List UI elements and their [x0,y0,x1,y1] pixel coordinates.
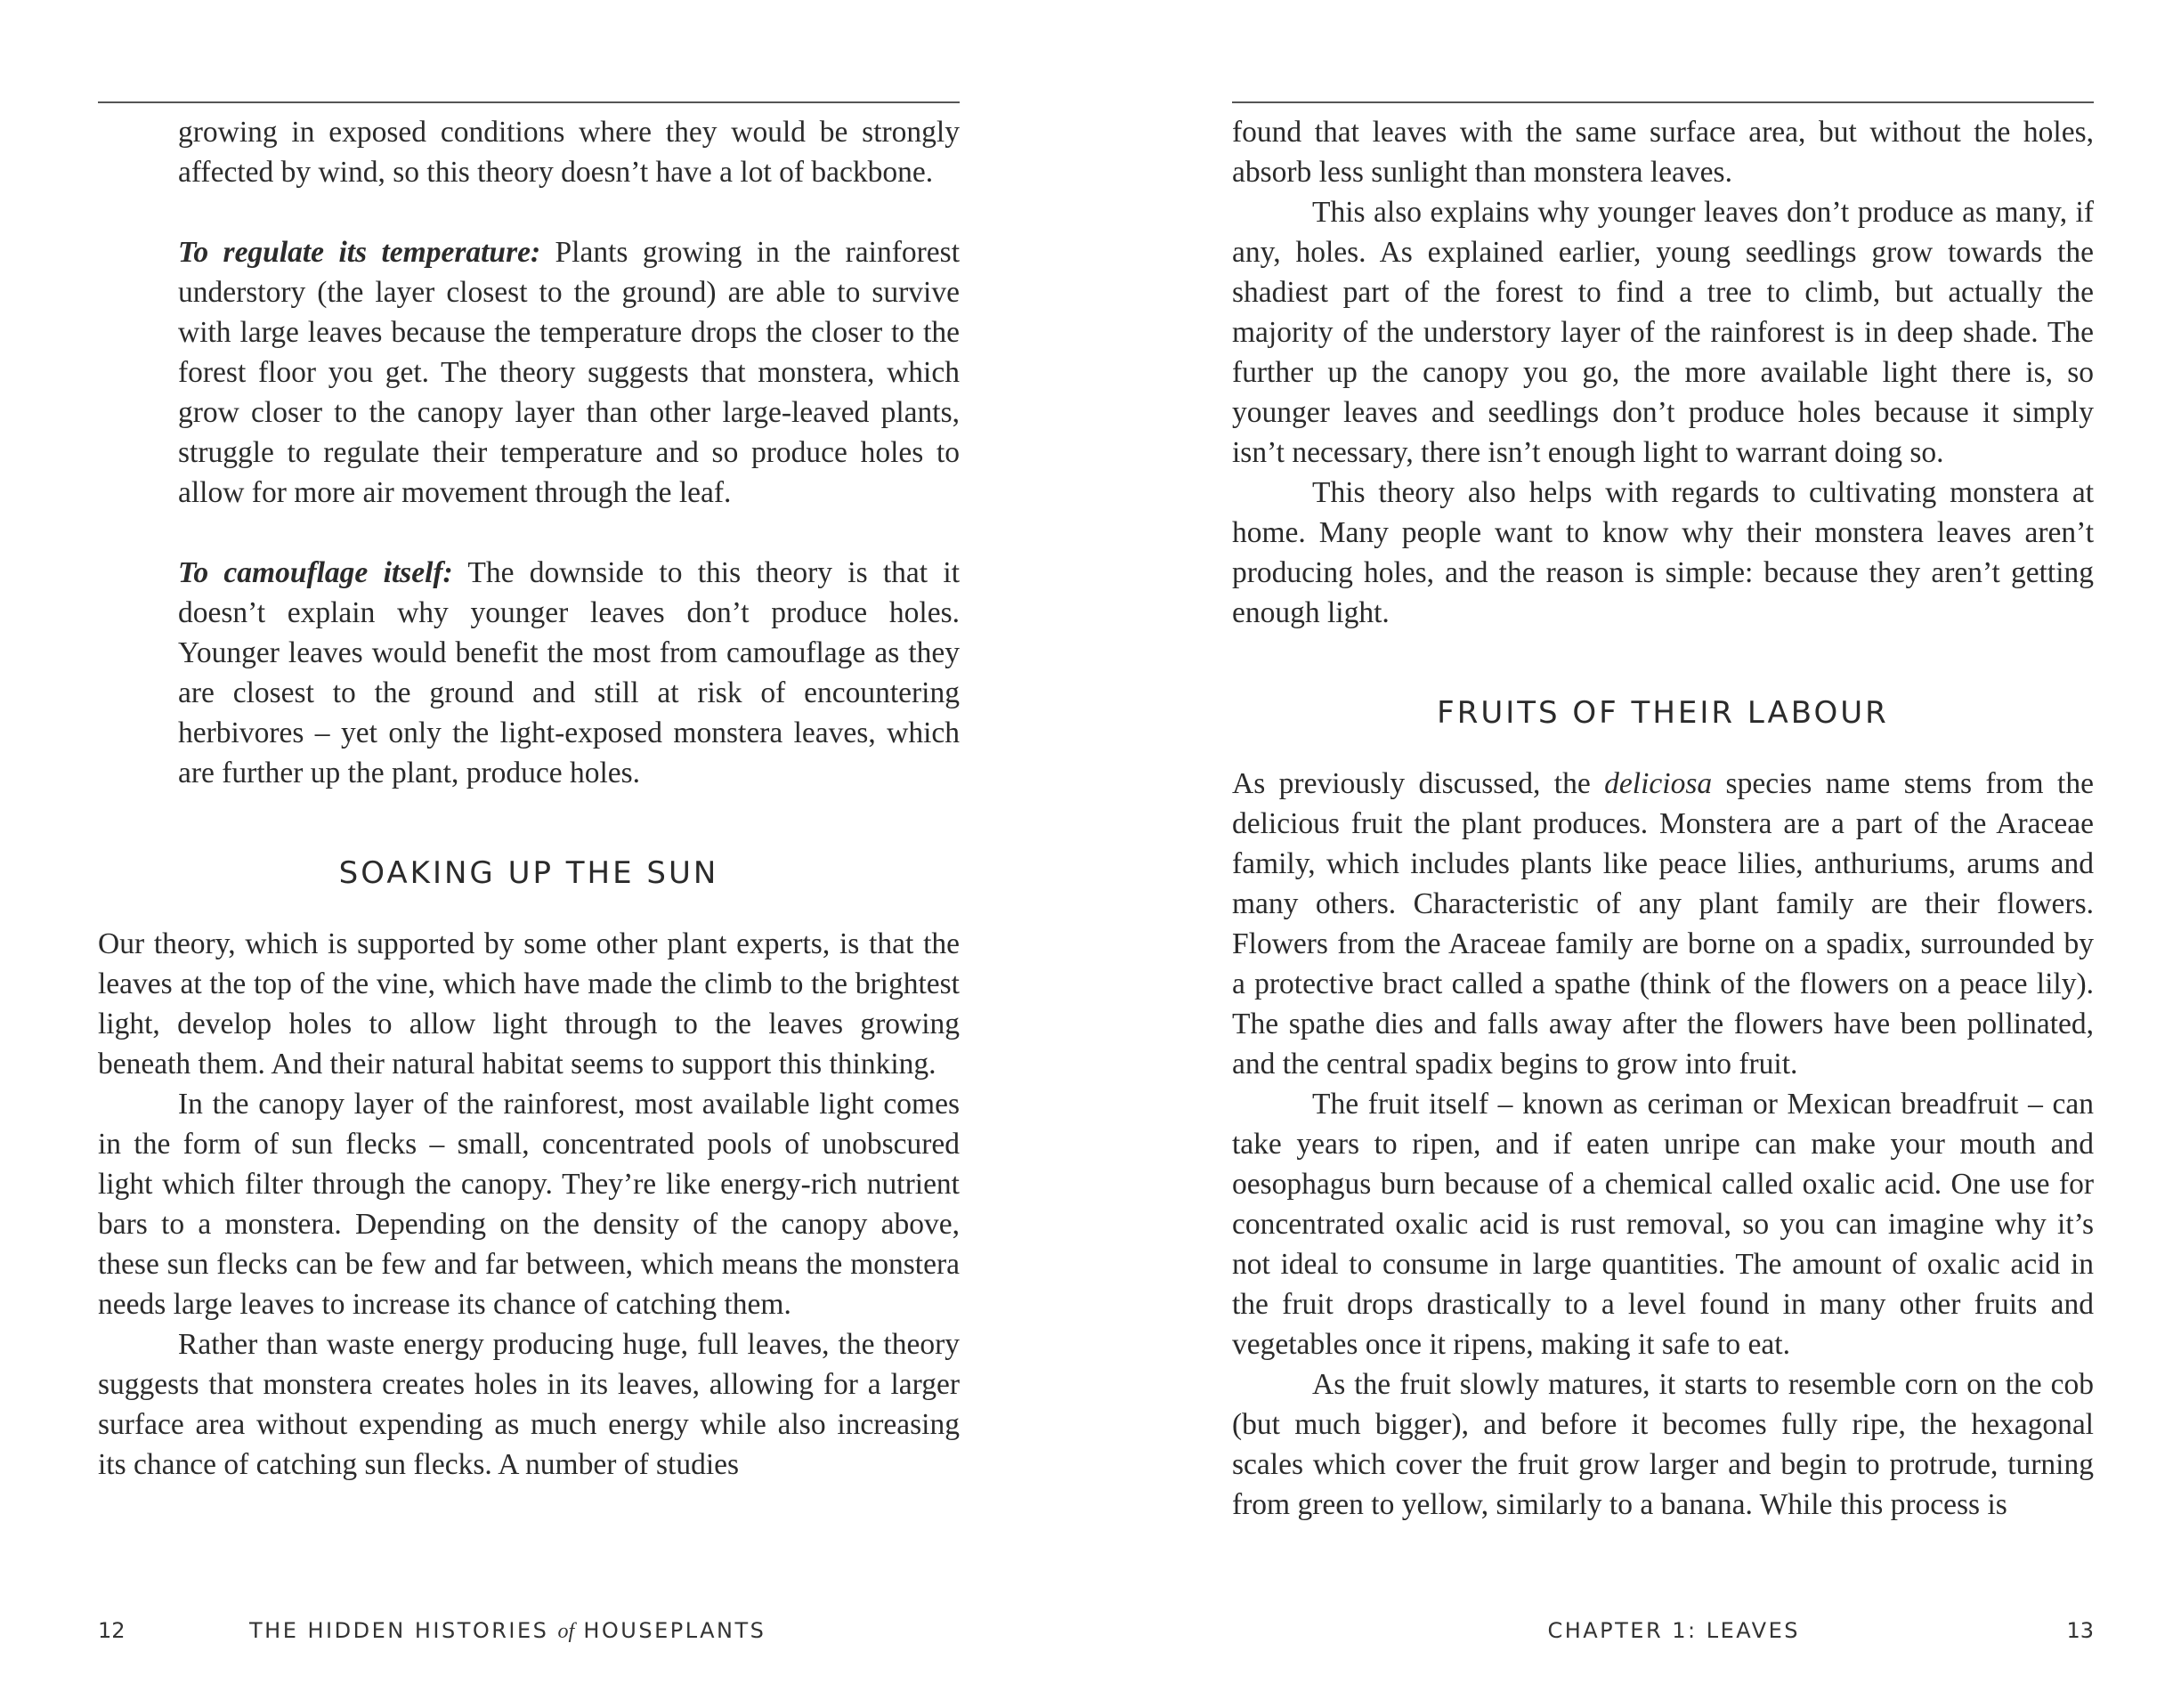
top-rule [1232,101,2094,103]
continued-paragraph: found that leaves with the same surface area, but without the holes, absorb less sunlight than monstera leaves. [1232,116,2094,189]
text-run: As previously discussed, the [1232,767,1605,800]
right-page [1232,0,2094,1708]
body-paragraph: This also explains why younger leaves don’t produce as many, if any, holes. As explained earlier, young seedlings grow towards the shadiest part of the forest to find a tree to climb, but actually the majority of the understory layer of the rainforest is in deep shade. The further up the canopy you go, the more available light there is, so younger leaves and seedlings don’t produce holes because it simply isn’t necessary, there isn’t enough light to warrant doing so. [1232,196,2094,469]
left-page [98,0,960,1708]
body-paragraph: Rather than waste energy producing huge, full leaves, the theory suggests that monstera creates holes in its leaves, allowing for a larger surface area without expending as much energy while also increasing its chance of catching sun flecks. A number of studies [98,1328,960,1481]
running-title-part: THE HIDDEN HISTORIES [249,1618,558,1643]
left-page-body [98,112,960,1485]
right-page-body [1232,112,2094,1525]
theory-camouflage [178,553,960,793]
body-paragraph: Our theory, which is supported by some other plant experts, is that the leaves at the top of the vine, which have made the climb to the brightest light, develop holes to allow light through to the leaves growing beneath them. And their natural habitat seems to support this thinking. [98,927,960,1081]
theory-temperature-body: Plants growing in the rainforest understory (the layer closest to the ground) are able to survive with large leaves because the temperature drops the closer to the forest floor you get. The theory suggests that monstera, which grow closer to the canopy layer than other large-leaved plants, struggle to regulate their temperature and so produce holes to allow for more air movement through the leaf. [178,236,961,509]
running-title [249,1618,766,1644]
theory-temperature [178,232,960,513]
body-paragraph: The fruit itself – known as ceriman or Mexican breadfruit – can take years to ripen, and if eaten unripe can make your mouth and oesophagus burn because of a chemical called oxalic acid. One use for concentrated oxalic acid is rust removal, so you can imagine why it’s not ideal to consume in large quantities. The amount of oxalic acid in the fruit drops drastically to a level found in many other fruits and vegetables once it ripens, making it safe to eat. [1232,1088,2094,1361]
top-rule [98,101,960,103]
theory-camouflage-lead: To camouflage itself: [178,556,453,589]
theory-camouflage-body: The downside to this theory is that it doesn’t explain why younger leaves don’t produce holes. Younger leaves would benefit the most from camouflage as they are closest to the ground and still at risk of encountering herbivores – yet only the light-exposed monstera leaves, which are further up the plant, produce holes. [178,556,960,789]
body-paragraph: As the fruit slowly matures, it starts to resemble corn on the cob (but much bigger), and before it becomes fully ripe, the hexagonal scales which cover the fruit grow larger and begin to protrude, turning from green to yellow, similarly to a banana. While this process is [1232,1368,2094,1521]
continued-paragraph: growing in exposed conditions where they would be strongly affected by wind, so this theory doesn’t have a lot of backbone. [178,116,960,189]
body-paragraph: In the canopy layer of the rainforest, most available light comes in the form of sun flecks – small, concentrated pools of unobscured light which filter through the canopy. They’re like energy-rich nutrient bars to a monstera. Depending on the density of the canopy above, these sun flecks can be few and far between, which means the monstera needs large leaves to increase its chance of catching them. [98,1088,960,1321]
running-title-part: HOUSEPLANTS [574,1618,766,1643]
species-name: deliciosa [1604,767,1713,800]
theory-temperature-lead: To regulate its temperature: [178,236,541,269]
running-title-of: of [557,1620,575,1643]
section-heading: FRUITS OF THEIR LABOUR [1437,695,1889,731]
page-footer [1232,1618,2094,1654]
page-number: 13 [2066,1618,2094,1643]
body-paragraph: This theory also helps with regards to cultivating monstera at home. Many people want to know why their monstera leaves aren’t producing holes, and the reason is simple: because they aren’t getting enough light. [1232,476,2094,629]
page-footer [98,1618,960,1654]
page-number: 12 [98,1618,126,1643]
body-paragraph [1232,764,2094,1084]
running-title: CHAPTER 1: LEAVES [1547,1618,1800,1643]
section-heading: SOAKING UP THE SUN [338,855,719,891]
text-run: species name stems from the delicious fruit the plant produces. Monstera are a part of the Araceae family, which includes plants like peace lilies, anthuriums, arums and many others. Characteristic of any plant family are their flowers. Flowers from the Araceae family are borne on a spadix, surrounded by a protective bract called a spathe (think of the flowers on a peace lily). The spathe dies and falls away after the flowers have been pollinated, and the central spadix begins to grow into fruit. [1232,767,2094,1081]
